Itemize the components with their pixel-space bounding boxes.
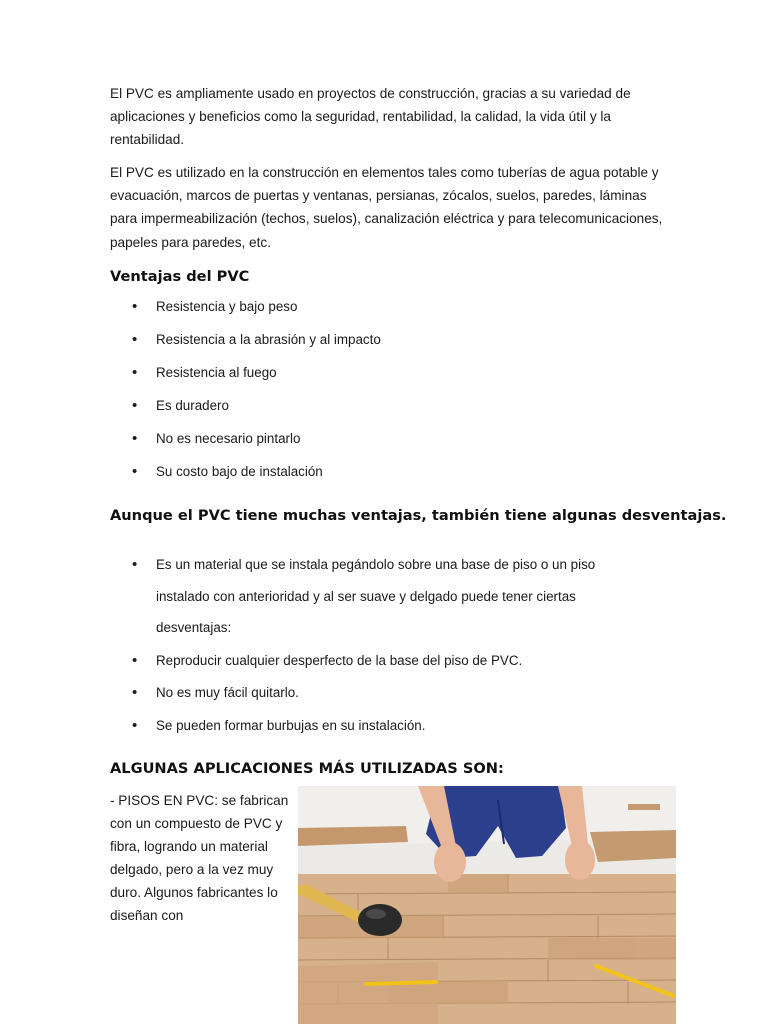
list-item: • Es un material que se instala pegándolo sobre una base de piso o un piso instalado con anterioridad y al ser suave y delgado puede tener ciertas desventajas: xyxy=(110,549,630,644)
list-item: • Resistencia al fuego xyxy=(110,365,630,398)
list-item: • Resistencia y bajo peso xyxy=(110,299,630,332)
list-item: • Reproducir cualquier desperfecto de la base del piso de PVC. xyxy=(110,645,630,677)
intro-paragraph-1: El PVC es ampliamente usado en proyectos de construcción, gracias a su variedad de aplicaciones y beneficios como la seguridad, rentabilidad, la calidad, la vida útil y la rentabilidad. xyxy=(110,86,631,148)
list-item: • Su costo bajo de instalación xyxy=(110,464,630,497)
list-item: • No es muy fácil quitarlo. xyxy=(110,677,630,709)
list-item: • Resistencia a la abrasión y al impacto xyxy=(110,332,630,365)
advantages-heading: Ventajas del PVC xyxy=(110,268,250,285)
disadvantages-heading: Aunque el PVC tiene muchas ventajas, también tiene algunas desventajas. xyxy=(110,507,727,524)
list-item: • No es necesario pintarlo xyxy=(110,431,630,464)
applications-heading: ALGUNAS APLICACIONES MÁS UTILIZADAS SON: xyxy=(110,760,504,777)
pvc-floors-paragraph: - PISOS EN PVC: se fabrican con un compuesto de PVC y fibra, logrando un material delgado, pero a la vez muy duro. Algunos fabricantes lo diseñan con xyxy=(110,793,289,923)
floor-installation-illustration xyxy=(298,786,676,1024)
pvc-floor-installation-photo xyxy=(298,786,676,1024)
list-item: • Es duradero xyxy=(110,398,630,431)
advantages-list xyxy=(110,299,630,497)
intro-paragraph-2: El PVC es utilizado en la construcción en elementos tales como tuberías de agua potable y evacuación, marcos de puertas y ventanas, persianas, zócalos, suelos, paredes, láminas para impermeabilización (techos, suelos), canalización eléctrica y para telecomunicaciones, papeles para paredes, etc. xyxy=(110,165,663,250)
list-item: • Se pueden formar burbujas en su instalación. xyxy=(110,710,630,742)
disadvantages-list xyxy=(110,549,630,742)
